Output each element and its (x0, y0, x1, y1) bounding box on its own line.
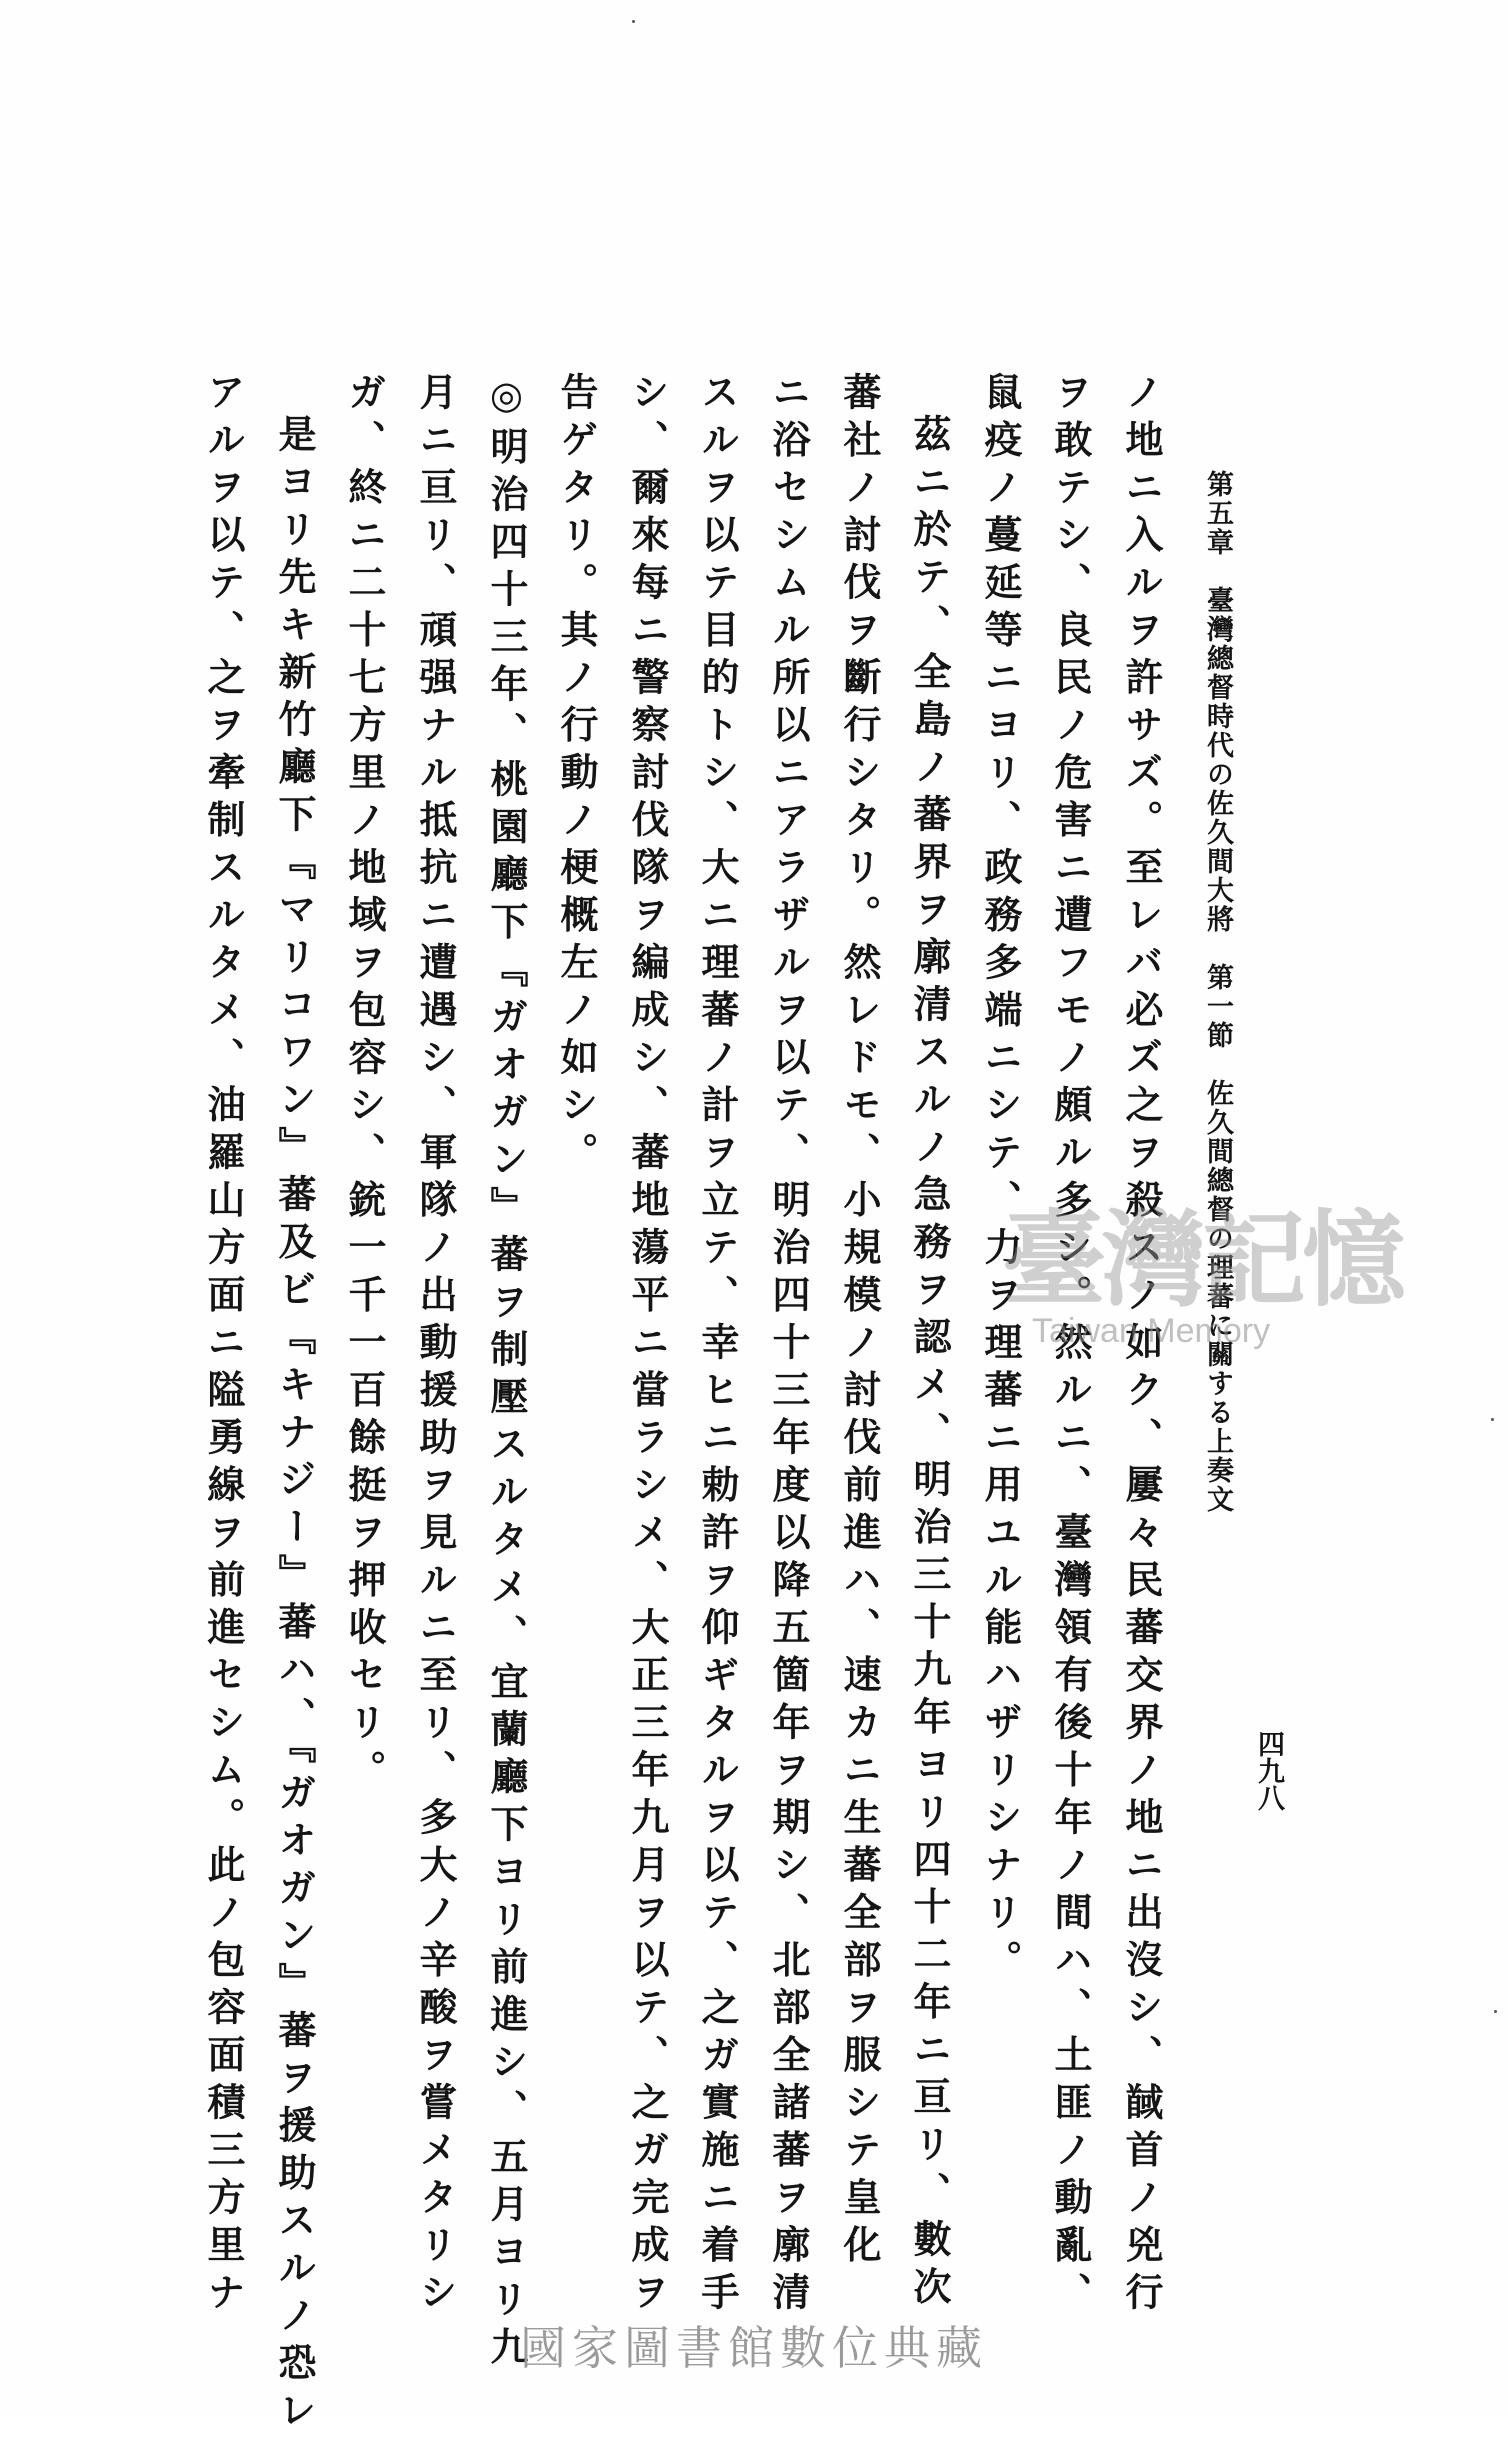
page-number: 四九八 (1253, 1730, 1284, 1811)
scan-speck (632, 20, 635, 23)
text-column: 蕃社ノ討伐ヲ斷行シタリ。然レドモ、小規模ノ討伐前進ハ、速カニ生蕃全部ヲ服シテ皇化 (837, 372, 882, 2272)
text-column: シ、爾來每ニ警察討伐隊ヲ編成シ、蕃地蕩平ニ當ラシメ、大正三年九月ヲ以テ、之ガ完成ヲ (625, 372, 670, 2320)
scan-speck (1491, 1418, 1494, 1421)
text-column: 茲ニ於テ、全島ノ蕃界ヲ廓清スルノ急務ヲ認メ、明治三十九年ヨリ四十二年ニ亘リ、數次 (907, 414, 952, 2314)
scan-speck (1494, 2010, 1497, 2013)
text-column: 告ゲタリ。其ノ行動ノ梗概左ノ如シ。 (554, 372, 599, 1180)
text-column: ヲ敢テシ、良民ノ危害ニ遭フモノ頗ル多シ。然ルニ、臺灣領有後十年ノ間ハ、土匪ノ動亂、 (1048, 372, 1093, 2320)
text-column: 是ヨリ先キ新竹廳下『マリコワン』蕃及ビ『キナジー』蕃ハ、『ガオガン』蕃ヲ援助スルノ恐レ (272, 414, 317, 2438)
text-column: 月ニ亘リ、頑强ナル抵抗ニ遭遇シ、軍隊ノ出動援助ヲ見ルニ至リ、多大ノ辛酸ヲ嘗メタリシ (413, 372, 458, 2320)
text-column: 鼠疫ノ蔓延等ニヨリ、政務多端ニシテ、力ヲ理蕃ニ用ユル能ハザリシナリ。 (978, 372, 1023, 1987)
watermark-subtitle: Taiwan Memory (1032, 1312, 1271, 1350)
text-column: ノ地ニ入ルヲ許サズ。至レバ必ズ之ヲ殺スノ如ク、屢々民蕃交界ノ地ニ出沒シ、馘首ノ兇行 (1119, 372, 1164, 2320)
text-column: ガ、終ニ二十七方里ノ地域ヲ包容シ、銃一千一百餘挺ヲ押收セリ。 (342, 372, 387, 1797)
footer-collection-label: 國家圖書館數位典藏 (520, 2321, 988, 2375)
text-column: アルヲ以テ、之ヲ牽制スルタメ、油羅山方面ニ隘勇線ヲ前進セシム。此ノ包容面積三方里ナ (201, 372, 246, 2320)
text-column: ニ浴セシムル所以ニアラザルヲ以テ、明治四十三年度以降五箇年ヲ期シ、北部全諸蕃ヲ廓清 (766, 372, 811, 2320)
watermark-logo: 臺灣記憶 (1002, 1198, 1403, 1321)
text-column: ◎明治四十三年、桃園廳下『ガオガン』蕃ヲ制壓スルタメ、宜蘭廳下ヨリ前進シ、五月ヨリ九 (484, 372, 529, 2374)
text-column: スルヲ以テ目的トシ、大ニ理蕃ノ計ヲ立テ、幸ヒニ勅許ヲ仰ギタルヲ以テ、之ガ實施ニ着手 (695, 372, 740, 2320)
running-header: 第五章 臺灣總督時代の佐久間大將 第一節 佐久間總督の理蕃に關する上奏文 (1202, 470, 1233, 1514)
taiwan-memory-watermark (1002, 1198, 1403, 1350)
